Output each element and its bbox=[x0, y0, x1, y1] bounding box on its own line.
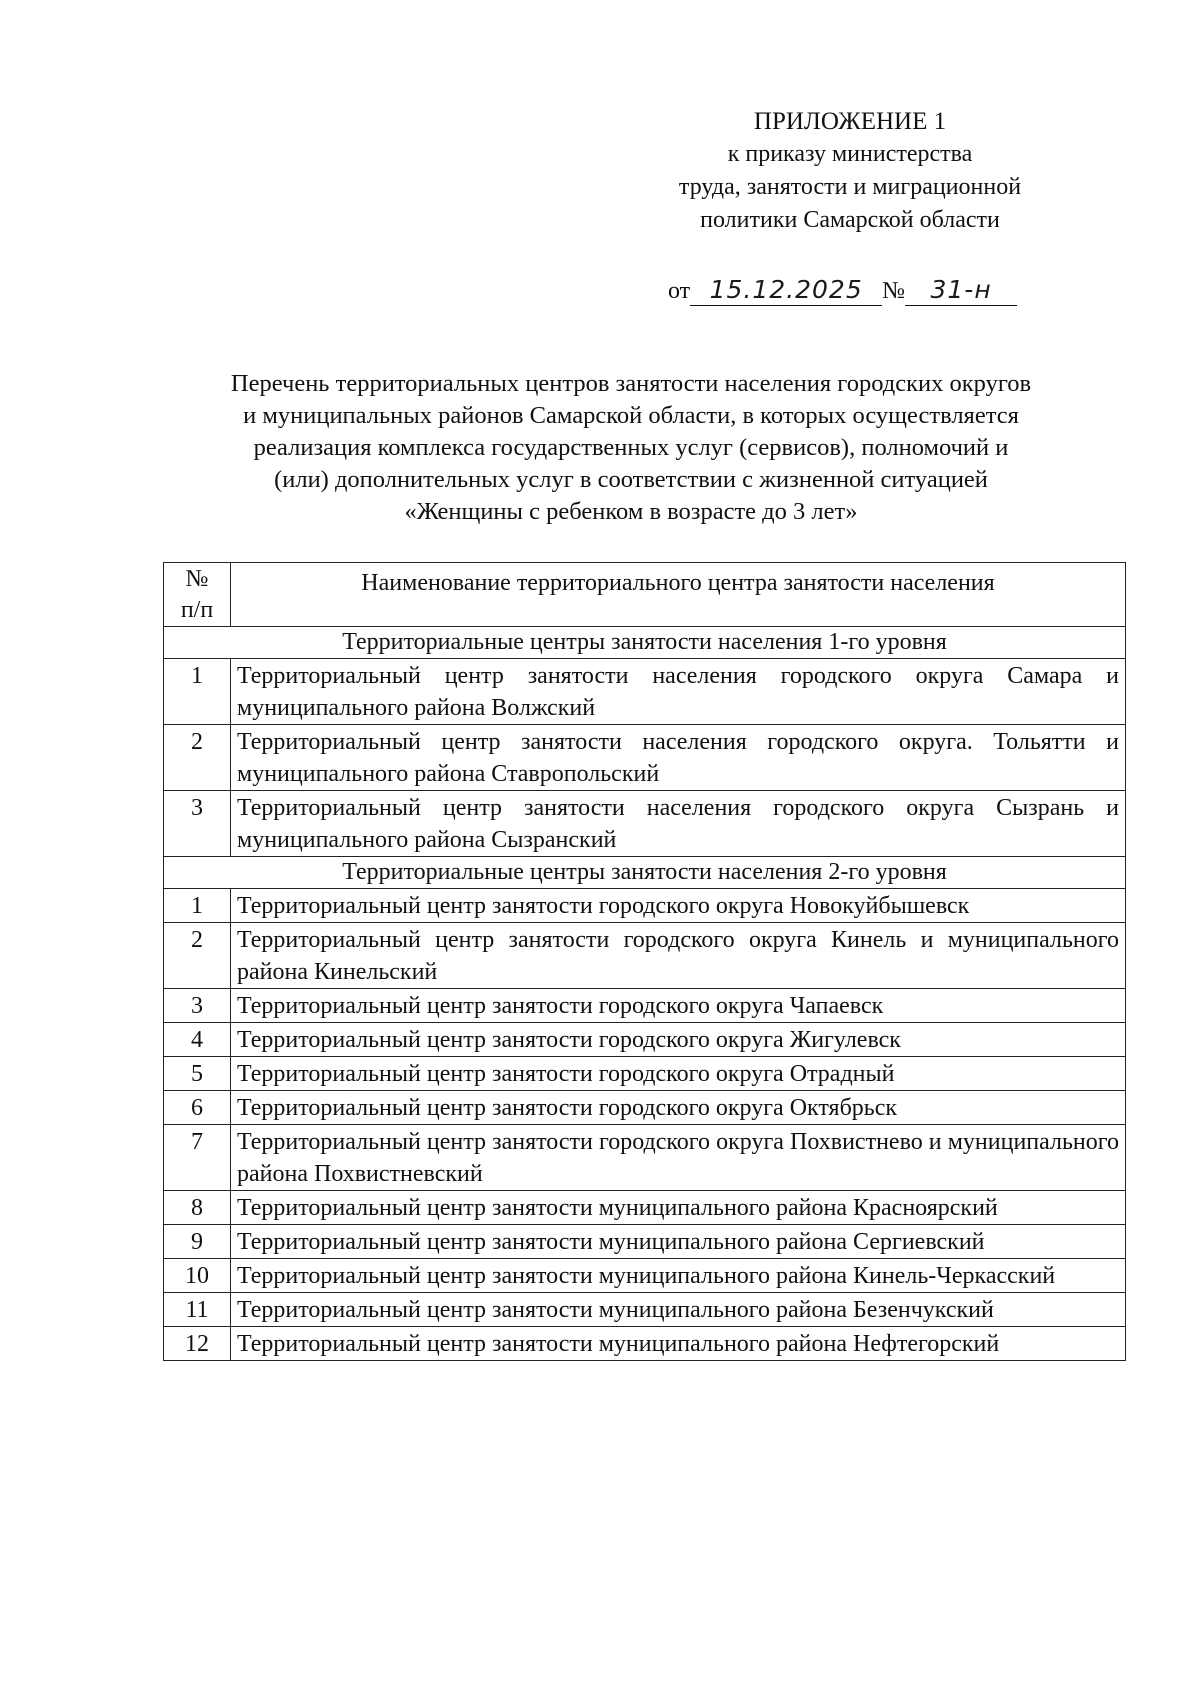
row-number: 2 bbox=[164, 923, 231, 989]
center-name: Территориальный центр занятости городского округа Похвистнево и муниципального района Похвистневский bbox=[231, 1125, 1126, 1191]
table-row bbox=[164, 989, 1126, 1023]
group-title: Территориальные центры занятости населения 1-го уровня bbox=[164, 627, 1126, 659]
row-number: 11 bbox=[164, 1293, 231, 1327]
row-number: 10 bbox=[164, 1259, 231, 1293]
center-name: Территориальный центр занятости городского округа Отрадный bbox=[231, 1057, 1126, 1091]
order-from-label: от bbox=[668, 278, 691, 304]
column-header-number: № п/п bbox=[164, 563, 231, 627]
row-number: 7 bbox=[164, 1125, 231, 1191]
row-number: 2 bbox=[164, 725, 231, 791]
row-number: 3 bbox=[164, 989, 231, 1023]
appendix-title: ПРИЛОЖЕНИЕ 1 bbox=[753, 108, 947, 135]
heading-line: реализация комплекса государственных услуг (сервисов), полномочий и bbox=[253, 434, 1009, 461]
row-number: 6 bbox=[164, 1091, 231, 1125]
order-date: 15.12.2025 bbox=[690, 275, 882, 306]
table-row bbox=[164, 1259, 1126, 1293]
order-reference bbox=[668, 275, 1017, 306]
row-number: 9 bbox=[164, 1225, 231, 1259]
center-name: Территориальный центр занятости городского округа Чапаевск bbox=[231, 989, 1126, 1023]
table-header-row bbox=[164, 563, 1126, 627]
table-row bbox=[164, 1023, 1126, 1057]
table-row bbox=[164, 923, 1126, 989]
group-header-row bbox=[164, 857, 1126, 889]
heading-line: Перечень территориальных центров занятости населения городских округов bbox=[230, 370, 1032, 397]
center-name: Территориальный центр занятости городского округа Октябрьск bbox=[231, 1091, 1126, 1125]
center-name: Территориальный центр занятости муниципального района Красноярский bbox=[231, 1191, 1126, 1225]
center-name: Территориальный центр занятости муниципального района Кинель-Черкасский bbox=[231, 1259, 1126, 1293]
table-row bbox=[164, 1293, 1126, 1327]
table-row bbox=[164, 725, 1126, 791]
order-number-label: № bbox=[882, 278, 906, 304]
table-row bbox=[164, 1091, 1126, 1125]
order-number: 31-н bbox=[905, 275, 1017, 306]
center-name: Территориальный центр занятости городского округа Жигулевск bbox=[231, 1023, 1126, 1057]
column-header-name: Наименование территориального центра занятости населения bbox=[231, 563, 1126, 627]
heading-line: и муниципальных районов Самарской области, в которых осуществляется bbox=[243, 402, 1019, 429]
table-row bbox=[164, 1191, 1126, 1225]
center-name: Территориальный центр занятости муниципального района Безенчукский bbox=[231, 1293, 1126, 1327]
center-name: Территориальный центр занятости городского округа Новокуйбышевск bbox=[231, 889, 1126, 923]
appendix-line: к приказу министерства bbox=[727, 141, 973, 167]
row-number: 8 bbox=[164, 1191, 231, 1225]
center-name: Территориальный центр занятости населения городского округа Самара и муниципального района Волжский bbox=[231, 659, 1126, 725]
row-number: 1 bbox=[164, 889, 231, 923]
table-row bbox=[164, 1057, 1126, 1091]
row-number: 5 bbox=[164, 1057, 231, 1091]
appendix-line: труда, занятости и миграционной bbox=[678, 174, 1022, 200]
row-number: 3 bbox=[164, 791, 231, 857]
heading-line: «Женщины с ребенком в возрасте до 3 лет» bbox=[404, 498, 858, 525]
heading-line: (или) дополнительных услуг в соответствии с жизненной ситуацией bbox=[274, 466, 988, 493]
row-number: 12 bbox=[164, 1327, 231, 1361]
table-row bbox=[164, 889, 1126, 923]
group-header-row bbox=[164, 627, 1126, 659]
table-row bbox=[164, 791, 1126, 857]
row-number: 1 bbox=[164, 659, 231, 725]
group-title: Территориальные центры занятости населения 2-го уровня bbox=[164, 857, 1126, 889]
table-body bbox=[164, 627, 1126, 1361]
center-name: Территориальный центр занятости населения городского округа. Тольятти и муниципального района Ставропольский bbox=[231, 725, 1126, 791]
table-row bbox=[164, 1225, 1126, 1259]
appendix-block bbox=[600, 105, 1100, 237]
table-row bbox=[164, 659, 1126, 725]
center-name: Территориальный центр занятости городского округа Кинель и муниципального района Кинельский bbox=[231, 923, 1126, 989]
center-name: Территориальный центр занятости муниципального района Нефтегорский bbox=[231, 1327, 1126, 1361]
center-name: Территориальный центр занятости муниципального района Сергиевский bbox=[231, 1225, 1126, 1259]
row-number: 4 bbox=[164, 1023, 231, 1057]
appendix-line: политики Самарской области bbox=[700, 207, 1000, 233]
centers-table bbox=[163, 562, 1126, 1361]
center-name: Территориальный центр занятости населения городского округа Сызрань и муниципального района Сызранский bbox=[231, 791, 1126, 857]
document-heading bbox=[150, 368, 1112, 528]
table-row bbox=[164, 1125, 1126, 1191]
table-row bbox=[164, 1327, 1126, 1361]
